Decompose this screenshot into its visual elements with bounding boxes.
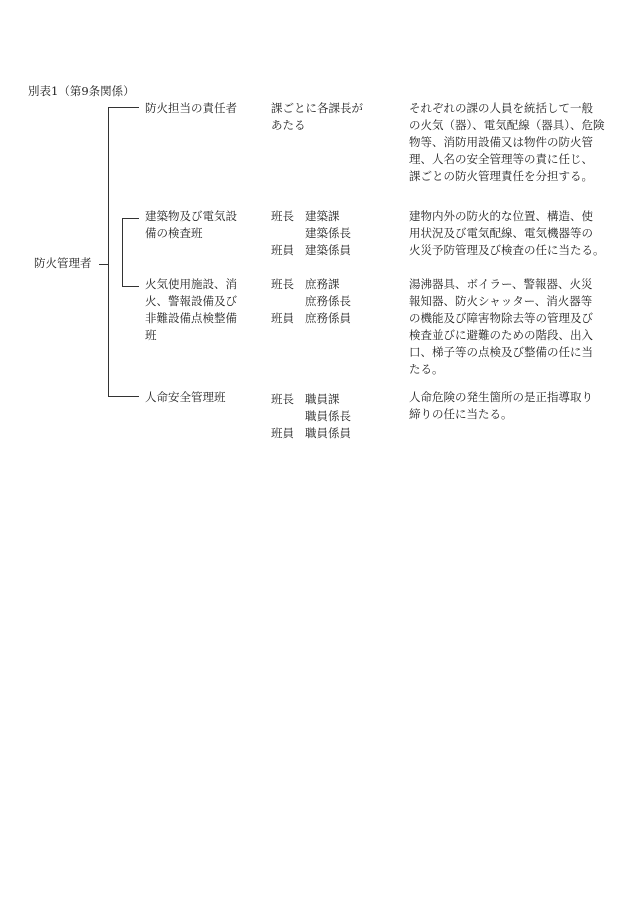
duty-line: 締りの任に当たる。: [409, 407, 513, 421]
duty-line: 検査並びに避難のための階段、出入: [409, 328, 593, 342]
member-row: 班員 建築係員: [271, 243, 351, 257]
group-name-line: 火、警報設備及び: [145, 294, 237, 308]
branch-line-2: [122, 218, 139, 219]
sub-trunk: [122, 218, 123, 287]
group-name: [145, 208, 237, 242]
duty-text: [409, 208, 605, 259]
duty-line: それぞれの課の人員を統括して一般: [409, 101, 593, 115]
member-row: 庶務係長: [305, 294, 351, 308]
duty-line: 課ごとの防火管理責任を分担する。: [409, 169, 593, 183]
members: [271, 208, 351, 259]
member-row: 班長 職員課: [271, 392, 340, 406]
member-row: 班長 建築課: [271, 209, 340, 223]
group-name-line: 非難設備点検整備: [145, 311, 237, 325]
group-name-line: 備の検査班: [145, 226, 203, 240]
branch-line-3: [122, 286, 139, 287]
member-row: 班員 庶務係員: [271, 311, 351, 325]
group-name: 人命安全管理班: [145, 390, 226, 404]
duty-line: 報知器、防火シャッター、消火器等: [409, 294, 593, 308]
group-name-line: 火気使用施設、消: [145, 277, 237, 291]
duty-line: 用状況及び電気配線、電気機器等の: [409, 226, 593, 240]
branch-line-4: [108, 396, 139, 397]
duty-line: 口、梯子等の点検及び整備の任に当: [409, 345, 593, 359]
main-trunk: [108, 107, 109, 397]
duty-text: [409, 100, 605, 185]
assignment-line: あたる: [271, 118, 306, 132]
member-row: 職員係長: [305, 409, 351, 423]
assignment-line: 課ごとに各課長が: [271, 101, 363, 115]
duty-line: 人命危険の発生箇所の是正指導取り: [409, 390, 593, 404]
member-row: 建築係長: [305, 226, 351, 240]
group-name: [145, 276, 237, 344]
duty-line: の火気（器）、電気配線（器具）、危険: [409, 118, 605, 132]
duty-line: の機能及び障害物除去等の管理及び: [409, 311, 593, 325]
branch-line-1: [108, 107, 139, 108]
members: [271, 391, 351, 442]
root-label: 防火管理者: [34, 256, 92, 270]
group-name-line: 建築物及び電気設: [145, 209, 237, 223]
members: [271, 276, 351, 327]
duty-line: 湯沸器具、ボイラー、警報器、火災: [409, 277, 593, 291]
assignment: [271, 100, 363, 134]
duty-line: たる。: [409, 362, 444, 376]
table-caption: 別表1（第9条関係）: [28, 84, 135, 98]
member-row: 班員 職員係員: [271, 426, 351, 440]
group-name-line: 班: [145, 328, 157, 342]
duty-text: [409, 276, 593, 378]
member-row: 班長 庶務課: [271, 277, 340, 291]
duty-line: 建物内外の防火的な位置、構造、使: [409, 209, 593, 223]
group-name: 防火担当の責任者: [145, 101, 237, 115]
root-connector: [99, 264, 108, 265]
duty-line: 火災予防管理及び検査の任に当たる。: [409, 243, 605, 257]
duty-line: 物等、消防用設備又は物件の防火管: [409, 135, 593, 149]
duty-line: 理、人名の安全管理等の責に任じ、: [409, 152, 593, 166]
duty-text: [409, 389, 593, 423]
